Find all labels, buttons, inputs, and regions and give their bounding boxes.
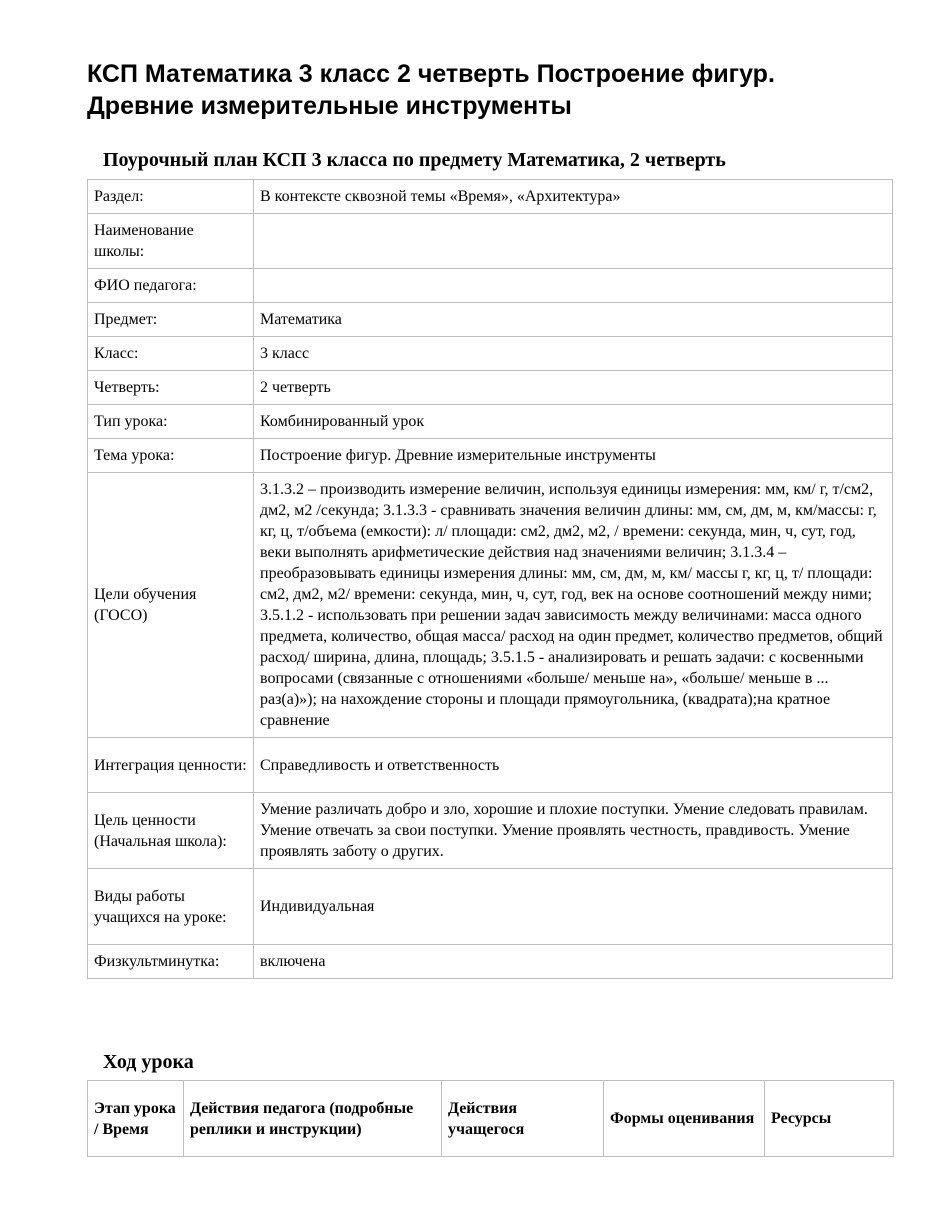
row-label: Интеграция ценности:: [88, 738, 254, 793]
table-row: [88, 869, 893, 945]
column-header-teacher-actions: Действия педагога (подробные реплики и инструкции): [184, 1081, 442, 1157]
row-value: 3.1.3.2 – производить измерение величин, используя единицы измерения: мм, км/ г, т/см2, дм2, м2 /секунда; 3.1.3.3 - сравнивать значения величин длины: мм, см, дм, м, км/массы: г, кг, ц, т/объема (емкости): л/ площади: см2, дм2, м2, / времени: секунда, мин, ч, сут, год, веки выполнять арифметические действия над значениями величин; 3.1.3.4 – преобразовывать единицы измерения длины: мм, см, дм, м, км/ массы г, кг, ц, т/ площади: см2, дм2, м2/ времени: секунда, мин, ч, сут, год, век на основе соотношений между ними; 3.5.1.2 - использовать при решении задач зависимость между величинами: масса одного предмета, количество, общая масса/ расход на один предмет, количество предметов, общий расход/ ширина, длина, площадь; 3.5.1.5 - анализировать и решать задачи: с косвенными вопросами (связанные с отношениями «больше/ меньше на», «больше/ меньше в ... раз(а)»); на нахождение стороны и площади прямоугольника, (квадрата);на кратное сравнение: [254, 473, 893, 738]
row-label: Цели обучения (ГОСО): [88, 473, 254, 738]
row-value: В контексте сквозной темы «Время», «Архитектура»: [254, 180, 893, 214]
lesson-plan-heading: Поурочный план КСП 3 класса по предмету Математика, 2 четверть: [103, 149, 726, 171]
table-row: [88, 945, 893, 979]
row-label: Раздел:: [88, 180, 254, 214]
row-value: [254, 214, 893, 269]
row-value: [254, 269, 893, 303]
row-label: Тема урока:: [88, 439, 254, 473]
table-row: [88, 738, 893, 793]
row-value: Комбинированный урок: [254, 405, 893, 439]
row-label: Тип урока:: [88, 405, 254, 439]
table-row: [88, 303, 893, 337]
lesson-course-table: [87, 1080, 894, 1157]
table-row: [88, 793, 893, 869]
document-title: КСП Математика 3 класс 2 четверть Построение фигур. Древние измерительные инструменты: [87, 60, 775, 120]
row-label: Наименование школы:: [88, 214, 254, 269]
column-header-assessment: Формы оценивания: [604, 1081, 765, 1157]
column-header-student-actions: Действия учащегося: [442, 1081, 604, 1157]
row-label: Виды работы учащихся на уроке:: [88, 869, 254, 945]
lesson-course-heading: Ход урока: [103, 1051, 194, 1073]
table-row: [88, 439, 893, 473]
table-row: [88, 180, 893, 214]
table-row: [88, 337, 893, 371]
table-row: [88, 269, 893, 303]
row-value: Индивидуальная: [254, 869, 893, 945]
column-header-resources: Ресурсы: [765, 1081, 894, 1157]
row-label: ФИО педагога:: [88, 269, 254, 303]
table-row: [88, 371, 893, 405]
row-label: Физкультминутка:: [88, 945, 254, 979]
table-row: [88, 405, 893, 439]
row-value: Математика: [254, 303, 893, 337]
row-value: Умение различать добро и зло, хорошие и плохие поступки. Умение следовать правилам. Умение отвечать за свои поступки. Умение проявлять честность, правдивость. Умение проявлять заботу о других.: [254, 793, 893, 869]
row-label: Предмет:: [88, 303, 254, 337]
table-header-row: [88, 1081, 894, 1157]
row-value: Построение фигур. Древние измерительные инструменты: [254, 439, 893, 473]
row-label: Цель ценности (Начальная школа):: [88, 793, 254, 869]
row-label: Четверть:: [88, 371, 254, 405]
table-row: [88, 214, 893, 269]
table-row: [88, 473, 893, 738]
row-value: включена: [254, 945, 893, 979]
column-header-stage: Этап урока / Время: [88, 1081, 184, 1157]
row-label: Класс:: [88, 337, 254, 371]
row-value: 3 класс: [254, 337, 893, 371]
row-value: Справедливость и ответственность: [254, 738, 893, 793]
lesson-plan-table: [87, 179, 893, 979]
row-value: 2 четверть: [254, 371, 893, 405]
